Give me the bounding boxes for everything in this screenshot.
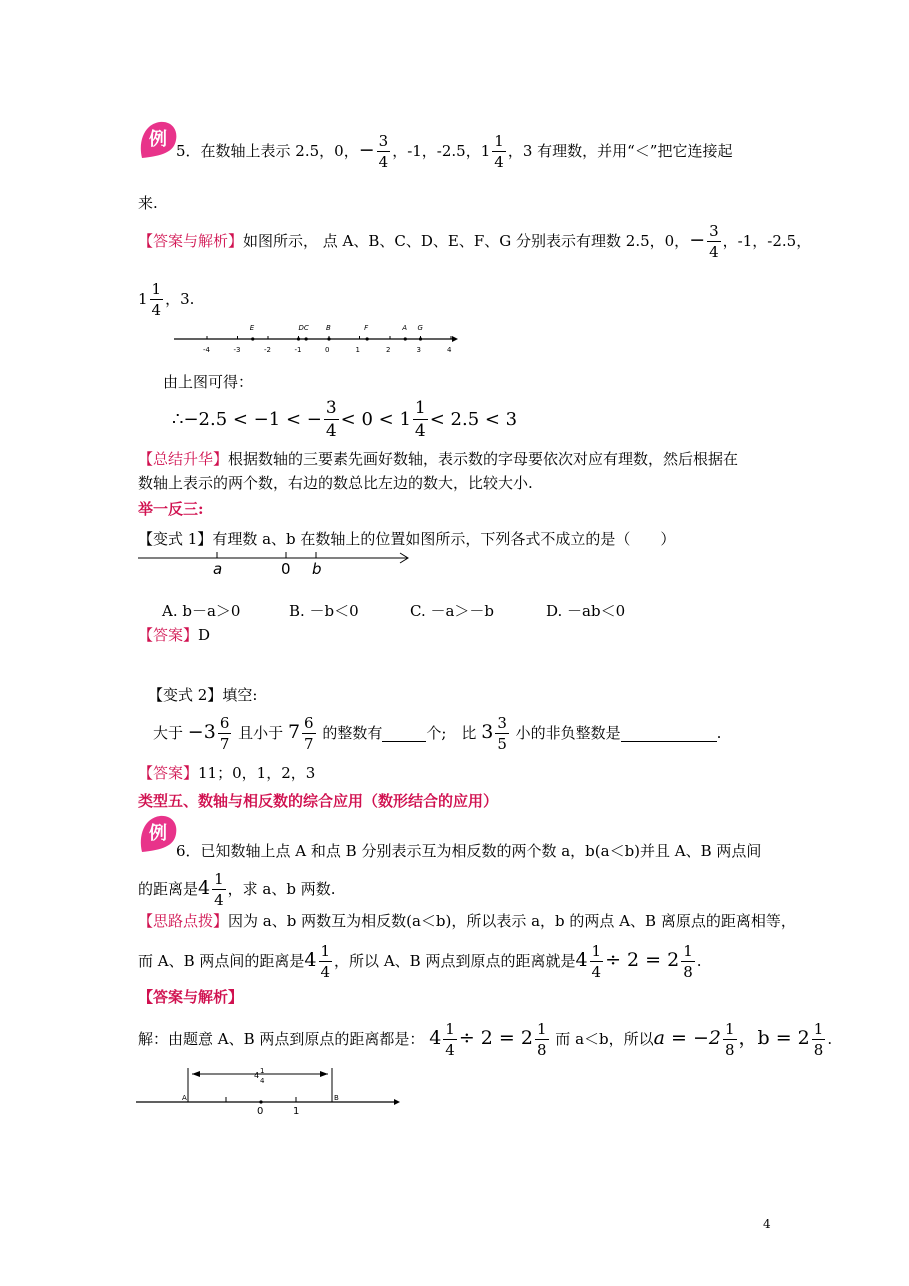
badge-label: 例 [149, 129, 167, 150]
axis-label-b: b [312, 560, 322, 578]
axis-point [251, 337, 254, 340]
answer-tag: 【答案与解析】 [138, 232, 244, 250]
option-d: D. －ab＜0 [546, 602, 626, 620]
axis-point [404, 337, 407, 340]
option-a: A. b－a＞0 [162, 602, 241, 620]
variant2-question: 大于 −3 $\frac{6}{7}$ 且小于 7 $\frac{6}{7}$ 的整数有 个; 比 3 $\frac{3}{5}$ 小的非负整数是 . [153, 714, 722, 753]
example-badge-icon [136, 812, 180, 856]
variant2-answer: 【答案】11；0，1，2，3 [138, 764, 316, 782]
summary-line2: 数轴上表示的两个数，右边的数总比左边的数大，比较大小. [138, 474, 533, 492]
axis-tick-label: 3 [416, 346, 421, 354]
section-heading: 类型五、数轴与相反数的综合应用（数形结合的应用） [138, 792, 499, 810]
fig-label-0: 0 [257, 1106, 264, 1117]
practice-title: 举一反三: [138, 500, 204, 518]
fig-label-b: B [334, 1094, 339, 1102]
ex6-question-line2: 的距离是4 $\frac{1}{4}$ ，求 a、b 两数. [138, 870, 336, 909]
ex5-inequality: ∴−2.5 < −1 < − $\frac{3}{4}$ < 0 < 1 $\frac{1}{4}$ < 2.5 < 3 [172, 398, 518, 441]
variant1-number-line [138, 550, 414, 580]
axis-point-letter: G [417, 324, 423, 332]
ex6-number-line [136, 1064, 404, 1124]
answer-blank-2 [621, 726, 717, 742]
axis-point [305, 337, 308, 340]
fig-distance-den: 4 [260, 1077, 265, 1085]
variant1-answer: 【答案】D [138, 626, 211, 644]
axis-label-a: a [213, 560, 223, 578]
ex5-answer-line1: 【答案与解析】如图所示， 点 A、B、C、D、E、F、G 分别表示有理数 2.5，0，− $\frac{3}{4}$ ，-1，-2.5， [138, 222, 812, 261]
ex6-hint-line1: 【思路点拨】因为 a、b 两数互为相反数(a＜b)，所以表示 a，b 的两点 A、B 离原点的距离相等， [138, 912, 796, 930]
axis-point [327, 337, 330, 340]
ex6-answer-tag: 【答案与解析】 [138, 988, 244, 1006]
fig-distance-num: 1 [260, 1067, 265, 1075]
ex5-question-line2: 来. [138, 194, 158, 212]
axis-point-letter: DC [298, 324, 309, 332]
ex5-answer-line2: 1 $\frac{1}{4}$ ，3. [138, 280, 195, 319]
summary-line1: 【总结升华】根据数轴的三要素先画好数轴，表示数的字母要依次对应有理数，然后根据在 [138, 450, 739, 468]
ex6-solution: 解：由题意 A、B 两点到原点的距离都是： 4 $\frac{1}{4}$ ÷ 2 = 2 $\frac{1}{8}$ 而 a＜b，所以a = −2 $\frac{1}{8}$ ，b = 2 $\frac{1}{8}$ . [138, 1020, 833, 1059]
axis-tick-label: -3 [233, 346, 241, 354]
ex5-number-line [170, 318, 460, 360]
axis-tick-label: 4 [447, 346, 452, 354]
option-c: C. －a＞－b [410, 602, 495, 620]
axis-point [366, 337, 369, 340]
ex5-question-line1: 5．在数轴上表示 2.5，0，− $\frac{3}{4}$ ，-1，-2.5，1 $\frac{1}{4}$ ，3 有理数，并用“＜”把它连接起 [176, 132, 733, 171]
axis-tick-label: 0 [325, 346, 330, 354]
ex6-hint-line2: 而 A、B 两点间的距离是4 $\frac{1}{4}$ ，所以 A、B 两点到原点的距离就是4 $\frac{1}{4}$ ÷ 2 = 2 $\frac{1}{8}$ . [138, 942, 702, 981]
option-b: B. －b＜0 [289, 602, 359, 620]
axis-label-0: 0 [281, 560, 291, 578]
fig-label-a: A [182, 1094, 187, 1102]
axis-tick-label: 1 [355, 346, 360, 354]
axis-point [297, 337, 300, 340]
answer-blank-1 [382, 726, 426, 742]
axis-point-letter: E [249, 324, 255, 332]
badge-label: 例 [149, 823, 167, 844]
fig-distance-whole: 4 [254, 1071, 260, 1080]
fig-label-1: 1 [293, 1106, 300, 1117]
axis-point-letter: F [364, 324, 369, 332]
variant2-title: 【变式 2】填空: [148, 686, 258, 704]
example-badge-icon [136, 118, 180, 162]
axis-point [419, 337, 422, 340]
summary-tag: 【总结升华】 [138, 450, 229, 468]
ex6-question-line1: 6．已知数轴上点 A 和点 B 分别表示互为相反数的两个数 a，b(a＜b)并且 A、B 两点间 [176, 842, 762, 860]
axis-tick-label: 2 [386, 346, 391, 354]
axis-point-letter: A [402, 324, 408, 332]
axis-tick-label: -1 [294, 346, 302, 354]
page-number: 4 [763, 1217, 771, 1231]
axis-point-letter: B [326, 324, 331, 332]
axis-tick-label: -4 [203, 346, 210, 354]
variant1-question: 【变式 1】有理数 a、b 在数轴上的位置如图所示，下列各式不成立的是（ ） [138, 530, 676, 548]
ex5-from-figure: 由上图可得： [163, 373, 254, 391]
axis-tick-label: -2 [264, 346, 271, 354]
